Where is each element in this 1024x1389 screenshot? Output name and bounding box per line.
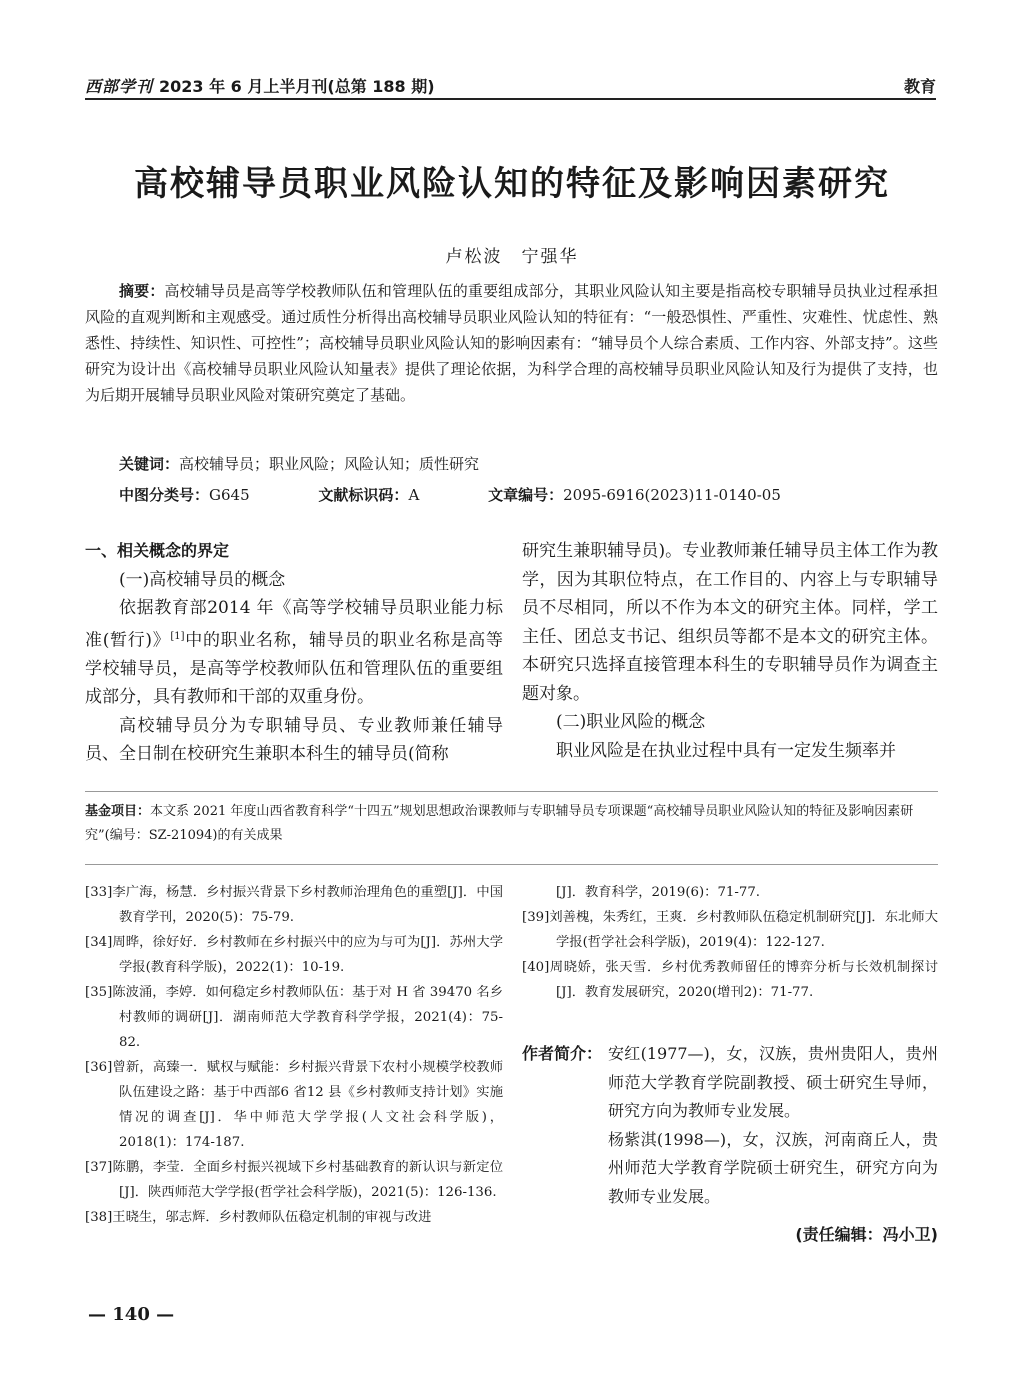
article-number-label: 文章编号： bbox=[488, 486, 564, 504]
running-header bbox=[85, 72, 936, 100]
body-column-left bbox=[85, 537, 503, 769]
author-bio-label: 作者简介： bbox=[522, 1044, 603, 1063]
section-name: 教育 bbox=[903, 77, 936, 96]
body-paragraph: 职业风险是在执业过程中具有一定发生频率并 bbox=[556, 740, 896, 761]
references-right bbox=[522, 880, 938, 1005]
abstract-text: 高校辅导员是高等学校教师队伍和管理队伍的重要组成部分，其职业风险认知主要是指高校专职辅导员执业过程承担风险的直观判断和主观感受。通过质性分析得出高校辅导员职业风险认知的特征有：“一般恐惧性、严重性、灾难性、忧虑性、熟悉性、持续性、知识性、可控性”；高校辅导员职业风险认知的影响因素有：“辅导员个人综合素质、工作内容、外部支持”。这些研究为设计出《高校辅导员职业风险认知量表》提供了理论依据，为科学合理的高校辅导员职业风险认知及行为提供了支持，也为后期开展辅导员职业风险对策研究奠定了基础。 bbox=[85, 282, 938, 404]
reference-item: [35]陈波涌，李婷．如何稳定乡村教师队伍：基于对 H 省 39470 名乡村教师的调研[J]．湖南师范大学教育科学学报，2021(4)：75-82. bbox=[85, 985, 503, 1050]
body-paragraph: 研究生兼职辅导员)。专业教师兼任辅导员主体工作为教学，因为其职位特点，在工作目的、内容上与专职辅导员不尽相同，所以不作为本文的研究主体。同样，学工主任、团总支书记、组织员等都不是本文的研究主体。本研究只选择直接管理本科生的专职辅导员作为调查主题对象。 bbox=[522, 541, 938, 704]
references-left bbox=[85, 880, 503, 1230]
clc-value: G645 bbox=[209, 486, 250, 504]
keywords bbox=[119, 453, 479, 474]
author-bio-paragraph: 杨紫淇(1998—)，女，汉族，河南商丘人，贵州师范大学教育学院硕士研究生，研究方向为教师专业发展。 bbox=[608, 1129, 938, 1206]
citation-ref: [1] bbox=[170, 630, 185, 642]
author-bio bbox=[522, 1040, 938, 1211]
reference-item: [39]刘善槐，朱秀红，王爽．乡村教师队伍稳定机制研究[J]．东北师大学报(哲学社会科学版)，2019(4)：122-127. bbox=[522, 910, 938, 950]
subsection-heading: (二)职业风险的概念 bbox=[556, 712, 706, 732]
page-number: — 140 — bbox=[88, 1304, 175, 1325]
body-paragraph: 依据教育部2014 年《高等学校辅导员职业能力标准(暂行)》[1]中的职业名称，辅导员的职业名称是高等学校辅导员，是高等学校教师队伍和管理队伍的重要组成部分，具有教师和干部的双重身份。 bbox=[85, 598, 503, 708]
issue-info: 2023 年 6 月上半月刊(总第 188 期) bbox=[159, 77, 435, 96]
reference-item: [34]周晔，徐好好．乡村教师在乡村振兴中的应为与可为[J]．苏州大学学报(教育科学版)，2022(1)：10-19. bbox=[85, 935, 503, 975]
responsible-editor: (责任编辑：冯小卫) bbox=[795, 1225, 938, 1244]
article-number-value: 2095-6916(2023)11-0140-05 bbox=[563, 486, 781, 504]
funding-text: 本文系 2021 年度山西省教育科学“十四五”规划思想政治课教师与专职辅导员专项课题“高校辅导员职业风险认知的特征及影响因素研究”(编号：SZ-21094)的有关成果 bbox=[85, 804, 914, 843]
keywords-text: 高校辅导员；职业风险；风险认知；质性研究 bbox=[179, 455, 480, 473]
subsection-heading: (一)高校辅导员的概念 bbox=[119, 569, 286, 590]
reference-item: [38]王晓生，邬志辉．乡村教师队伍稳定机制的审视与改进 bbox=[85, 1210, 432, 1225]
reference-continuation: [J]．教育科学，2019(6)：71-77. bbox=[556, 885, 761, 900]
abstract bbox=[85, 278, 938, 408]
article-title: 高校辅导员职业风险认知的特征及影响因素研究 bbox=[134, 164, 890, 204]
journal-logo: 西部学刊 bbox=[85, 77, 154, 96]
reference-item: [40]周晓娇，张天雪．乡村优秀教师留任的博弈分析与长效机制探讨[J]．教育发展研究，2020(增刊2)：71-77. bbox=[522, 960, 938, 1000]
keywords-label: 关键词： bbox=[119, 455, 180, 473]
article-authors: 卢松波 宁强华 bbox=[445, 247, 579, 267]
footnote-divider bbox=[85, 791, 938, 792]
section-heading: 一、相关概念的界定 bbox=[85, 541, 230, 560]
body-column-right bbox=[522, 537, 938, 765]
funding-note bbox=[85, 800, 938, 848]
reference-item: [33]李广海，杨慧．乡村振兴背景下乡村教师治理角色的重塑[J]．中国教育学刊，2020(5)：75-79. bbox=[85, 885, 503, 925]
doc-code-value: A bbox=[408, 486, 420, 504]
doc-code-label: 文献标识码： bbox=[318, 486, 409, 504]
author-bio-paragraph: 安红(1977—)，女，汉族，贵州贵阳人，贵州师范大学教育学院副教授、硕士研究生导师，研究方向为教师专业发展。 bbox=[608, 1044, 938, 1120]
reference-item: [36]曾新，高臻一．赋权与赋能：乡村振兴背景下农村小规模学校教师队伍建设之路：基于中西部6 省12 县《乡村教师支持计划》实施情况的调查[J]．华中师范大学学报(人文社会科学版)，2018(1)：174-187. bbox=[85, 1060, 503, 1150]
references-divider bbox=[85, 864, 938, 865]
body-paragraph: 高校辅导员分为专职辅导员、专业教师兼任辅导员、全日制在校研究生兼职本科生的辅导员(简称 bbox=[85, 715, 503, 765]
funding-label: 基金项目： bbox=[85, 804, 151, 819]
classification-line bbox=[119, 484, 939, 505]
reference-item: [37]陈鹏，李莹．全面乡村振兴视域下乡村基础教育的新认识与新定位[J]．陕西师范大学学报(哲学社会科学版)，2021(5)：126-136. bbox=[85, 1160, 503, 1200]
abstract-label: 摘要： bbox=[119, 282, 165, 300]
clc-label: 中图分类号： bbox=[119, 486, 210, 504]
